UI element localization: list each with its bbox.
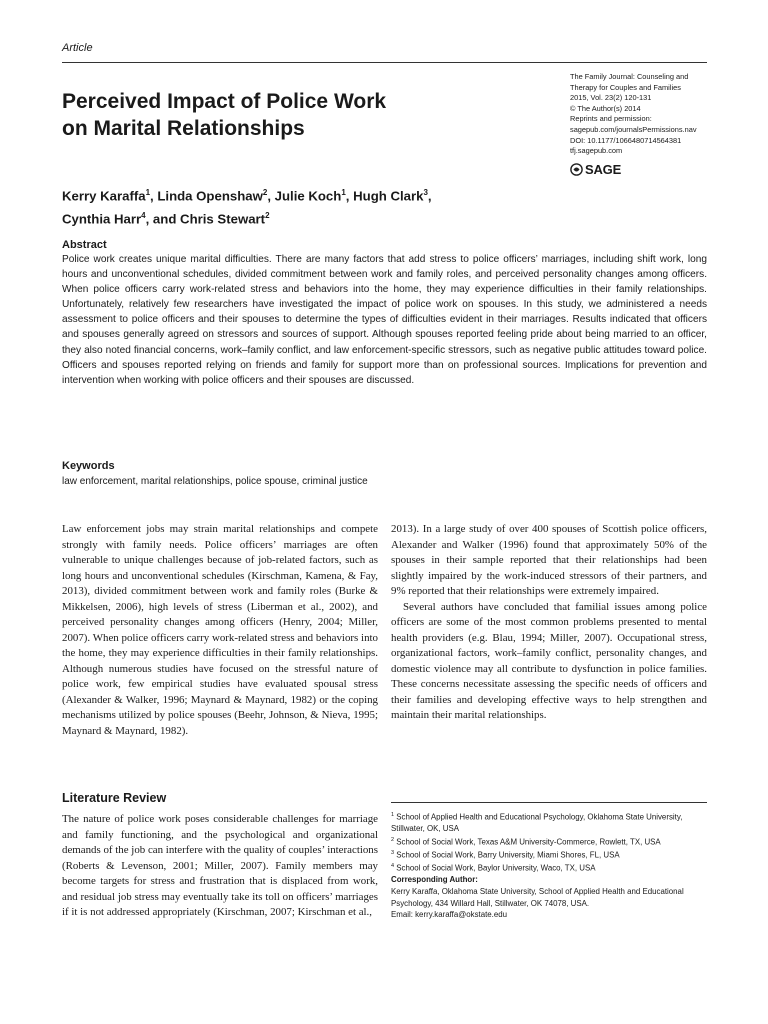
footnote-text: School of Social Work, Baylor University, Waco, TX, USA (396, 863, 596, 873)
author-separator: , (427, 188, 432, 204)
left-column-intro (62, 522, 378, 739)
author-affiliation-mark: 2 (265, 211, 270, 221)
author-affiliation-mark: 2 (262, 188, 268, 197)
footnote-number: 4 (391, 863, 395, 870)
footnote-divider (391, 802, 707, 803)
footnote-text: School of Social Work, Texas A&M University-Commerce, Rowlett, TX, USA (396, 837, 661, 847)
affiliation-footnote (391, 835, 709, 848)
author-separator: , (150, 188, 158, 204)
author-affiliation-mark: 1 (145, 188, 151, 197)
corresponding-author-heading: Corresponding Author: (391, 875, 478, 885)
journal-info-line: Reprints and permission: (570, 114, 652, 124)
journal-info-line: The Family Journal: Counseling and (570, 72, 689, 81)
author-separator: , (267, 188, 275, 204)
article-type-label: Article (62, 42, 93, 54)
footnote-text: School of Social Work, Barry University, Miami Shores, FL, USA (396, 850, 620, 860)
journal-info-line: 2015, Vol. 23(2) 120-131 (570, 93, 652, 103)
journal-info-line: DOI: 10.1177/1066480714564381 (570, 135, 682, 145)
abstract-text: Police work creates unique marital difficulties. There are many factors that add stress to police officers’ marriages, including shift work, long hours and unconventional schedules, divided commitment between work and family roles, and perceived personality changes among officers. When police officers carry work-related stress and behaviors into the home, they may experience difficulties in their family relationships. Unfortunately, relatively few researchers have investigated the impact of police work on spouses. In this study, we administered a needs assessment to police officers and their spouses to determine the types of difficulties evident in their marriages. Results indicated that officers and spouses generally agreed on stressors and sources of support. Although spouses reported feeling pride about being married to an officer, they also noted financial concerns, work–family conflict, and law enforcement-specific stressors, such as negative public attitudes toward police. Officers and spouses reported relying on friends and family for support more than on professional sources. Implications for prevention and intervention when working with police officers and their spouses are discussed. (62, 254, 707, 386)
affiliation-footnote (391, 861, 709, 874)
author-name: Cynthia Harr (62, 211, 142, 227)
sage-logo (570, 162, 621, 177)
sage-swirl-icon (570, 163, 583, 176)
article-title-line-1: Perceived Impact of Police Work (62, 90, 387, 113)
journal-info-block (570, 72, 720, 157)
footnote-number: 3 (391, 850, 395, 857)
author-name: Chris Stewart (180, 211, 266, 227)
affiliation-footnote (391, 810, 709, 835)
article-title (62, 88, 482, 142)
author-affiliation-mark: 4 (141, 211, 146, 221)
author-name: Hugh Clark (353, 188, 424, 204)
body-paragraph: The nature of police work poses considerable challenges for marriage and family functioning, and the psychological and organizational demands of the job can interfere with the quality of couples’ interactions (Roberts & Levenson, 2001; Miller, 2007). Family members may become targets for stress and frustration that is displaced from work, and residual job stress may eventually take its toll on officers’ marriages if it is not addressed appropriately (Kirschman, 2007; Kirschman et al., (62, 813, 378, 918)
right-column-body (391, 522, 707, 724)
keywords-text: law enforcement, marital relationships, police spouse, criminal justice (62, 476, 368, 487)
author-affiliation-mark: 3 (423, 188, 428, 197)
sage-logo-text: SAGE (585, 162, 622, 177)
footnote-text: School of Applied Health and Educational Psychology, Oklahoma State University, Stillwater, OK, USA (391, 812, 683, 834)
corresponding-author-address: Kerry Karaffa, Oklahoma State University, School of Applied Health and Educational Psychology, 434 Willard Hall, Stillwater, OK 74078, USA. (391, 887, 684, 908)
author-name: Julie Koch (274, 188, 342, 204)
body-paragraph: Several authors have concluded that familial issues among police officers are some of the most common problems presented to mental health providers (e.g. Blau, 1994; Miller, 2007). Occupational stress, organizational factors, work–family conflict, personality changes, and domestic violence may all contribute to dysfunction in police families. These concerns necessitate assessing the specific needs of officers and their families and developing effective ways to help strengthen and maintain their marital relationships. (391, 600, 707, 721)
author-separator: , (345, 188, 354, 204)
affiliation-footnote (391, 848, 709, 861)
article-title-line-2: on Marital Relationships (62, 117, 305, 140)
section-heading-literature-review: Literature Review (62, 791, 167, 805)
keywords-heading: Keywords (62, 460, 115, 472)
author-list (62, 183, 522, 230)
abstract-heading: Abstract (62, 239, 107, 251)
journal-info-line: tfj.sagepub.com (570, 146, 623, 156)
body-paragraph: Law enforcement jobs may strain marital relationships and compete strongly with family needs. Police officers’ marriages are often vulnerable to unique challenges because of job-related factors, such as long hours and unconventional schedules (Kirschman, Kamena, & Fay, 2013), divided commitment between work and family roles (Burke & Mikkelsen, 2006), high levels of stress (Liberman et al., 2002), and perceived personality changes among officers (Henry, 2004; Miller, 2007). When police officers carry work-related stress and behaviors into the home, they may experience difficulties in their family relationships. Although numerous studies have focused on the stressful nature of police work, few empirical studies have evaluated spousal stress (Alexander & Walker, 1996; Maynard & Maynard, 1982) or the coping mechanisms utilized by police spouses (Beehr, Johnson, & Nieva, 1995; Maynard & Maynard, 1982). (62, 523, 378, 737)
journal-info-line: Therapy for Couples and Families (570, 82, 681, 92)
author-name: Kerry Karaffa (62, 188, 146, 204)
journal-info-line: sagepub.com/journalsPermissions.nav (570, 124, 697, 134)
author-separator: , and (145, 211, 181, 227)
journal-info-line: © The Author(s) 2014 (570, 103, 641, 113)
body-paragraph: 2013). In a large study of over 400 spouses of Scottish police officers, Alexander and Walker (1996) found that approximately 50% of the spouses in their sample reported that their relationships had been slightly impaired by the work-induced stressors of their partners, and 9% reported that their relationships were extremely impaired. (391, 523, 707, 597)
footnote-number: 1 (391, 812, 395, 818)
corresponding-author-email[interactable]: Email: kerry.karaffa@okstate.edu (391, 910, 508, 920)
header-divider (62, 62, 707, 63)
author-name: Linda Openshaw (157, 188, 263, 204)
footnote-number: 2 (391, 836, 395, 843)
left-column-literature (62, 812, 378, 921)
footnotes (391, 810, 709, 921)
author-affiliation-mark: 1 (341, 188, 346, 197)
